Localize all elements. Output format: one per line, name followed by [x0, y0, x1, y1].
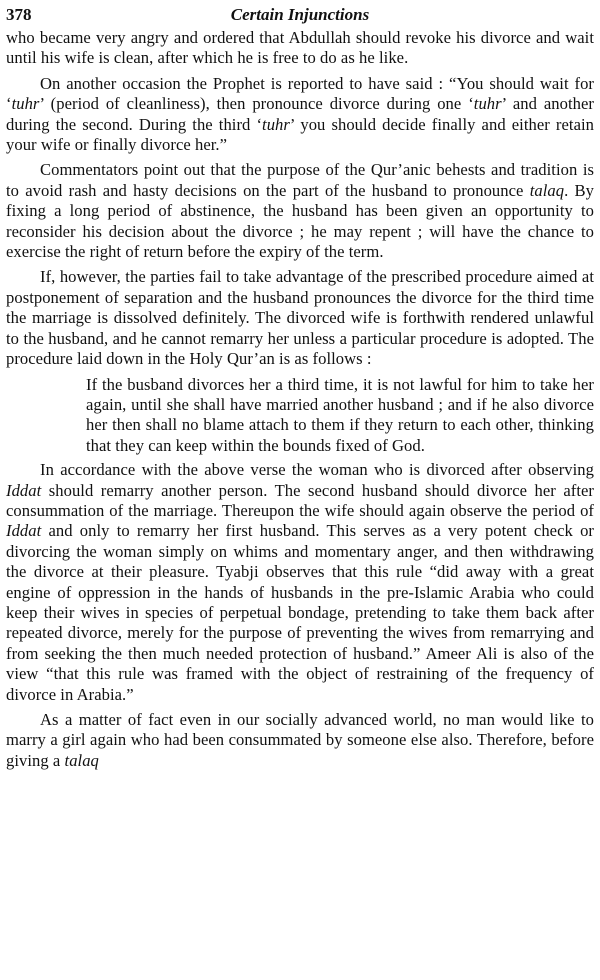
- text-run: On another occasion the Prophet is reported to have said : “You should wait for ‘: [6, 73, 594, 114]
- paragraph: [6, 160, 594, 262]
- text-run: and only to remarry her first husband. This serves as a very potent check or divorcing the woman simply on whims and momentary anger, and then withdrawing the divorce at their pleasure. Tyabji observes that this rule “did away with a great engine of oppression in the hands of husbands in the pre-Islamic Arabia who could keep their wives in species of perpetual bondage, pretending to take them back after repeated divorce, merely for the purpose of preventing the wives from remarrying and from seeking the then much needed protection of husband.” Ameer Ali is also of the view “that this rule was framed with the object of restraining of the frequency of divorce in Arabia.”: [6, 521, 594, 704]
- paragraph: [6, 74, 594, 156]
- italic-term: tuhr: [11, 94, 40, 114]
- text-run: ’ and another during the second. During the third ‘: [6, 94, 594, 134]
- text-run: As a matter of fact even in our socially advanced world, no man would like to marry a girl again who had been consummated by someone else also. Therefore, before giving a: [6, 710, 594, 770]
- body-text: [6, 28, 594, 771]
- paragraph: [6, 460, 594, 705]
- paragraph: [6, 28, 594, 69]
- italic-term: tuhr: [473, 94, 502, 114]
- text-run: Commentators point out that the purpose of the Qur’anic behests and tradition is to avoid rash and hasty decisions on the part of the husband to pronounce: [6, 160, 594, 200]
- text-run: In accordance with the above verse the woman who is divorced after observing: [40, 460, 594, 480]
- italic-term: talaq: [529, 180, 565, 200]
- italic-term: Iddat: [6, 521, 42, 541]
- italic-term: tuhr: [262, 114, 290, 134]
- text-run: should remarry another person. The second husband should divorce her after consummation of the marriage. Thereupon the wife should again observe the period of: [6, 480, 594, 520]
- running-title: Certain Injunctions: [230, 5, 370, 24]
- page-number: 378: [6, 5, 32, 24]
- text-run: If the busband divorces her a third time, it is not lawful for him to take her again, until she shall have married another husband ; and if he also divorce her then shall no blame attach to them if they return to each other, thinking that they can keep within the bounds fixed of God.: [86, 374, 594, 455]
- paragraph: [6, 267, 594, 369]
- text-run: ’ (period of cleanliness), then pronounce divorce during one ‘: [39, 94, 474, 114]
- text-run: If, however, the parties fail to take advantage of the prescribed procedure aimed at postponement of separation and the husband pronounces the divorce for the third time the marriage is dissolved definitely. The divorced wife is forthwith rendered unlawful to the husband, and he cannot remarry her unless a particular procedure is adopted. The procedure laid down in the Holy Qur’an is as follows :: [6, 267, 594, 369]
- text-run: . By fixing a long period of abstinence, the husband has been given an opportunity to reconsider his decision about the divorce ; he may repent ; will have the chance to exercise the right of return before the expiry of the term.: [6, 180, 594, 262]
- page-header: [6, 2, 594, 28]
- paragraph: [6, 710, 594, 771]
- italic-term: Iddat: [6, 480, 42, 500]
- block-quote: [86, 375, 594, 457]
- text-run: ’ you should decide finally and either retain your wife or finally divorce her.”: [6, 114, 594, 155]
- text-run: who became very angry and ordered that Abdullah should revoke his divorce and wait until his wife is clean, after which he is free to do as he like.: [6, 28, 594, 68]
- italic-term: talaq: [64, 750, 99, 770]
